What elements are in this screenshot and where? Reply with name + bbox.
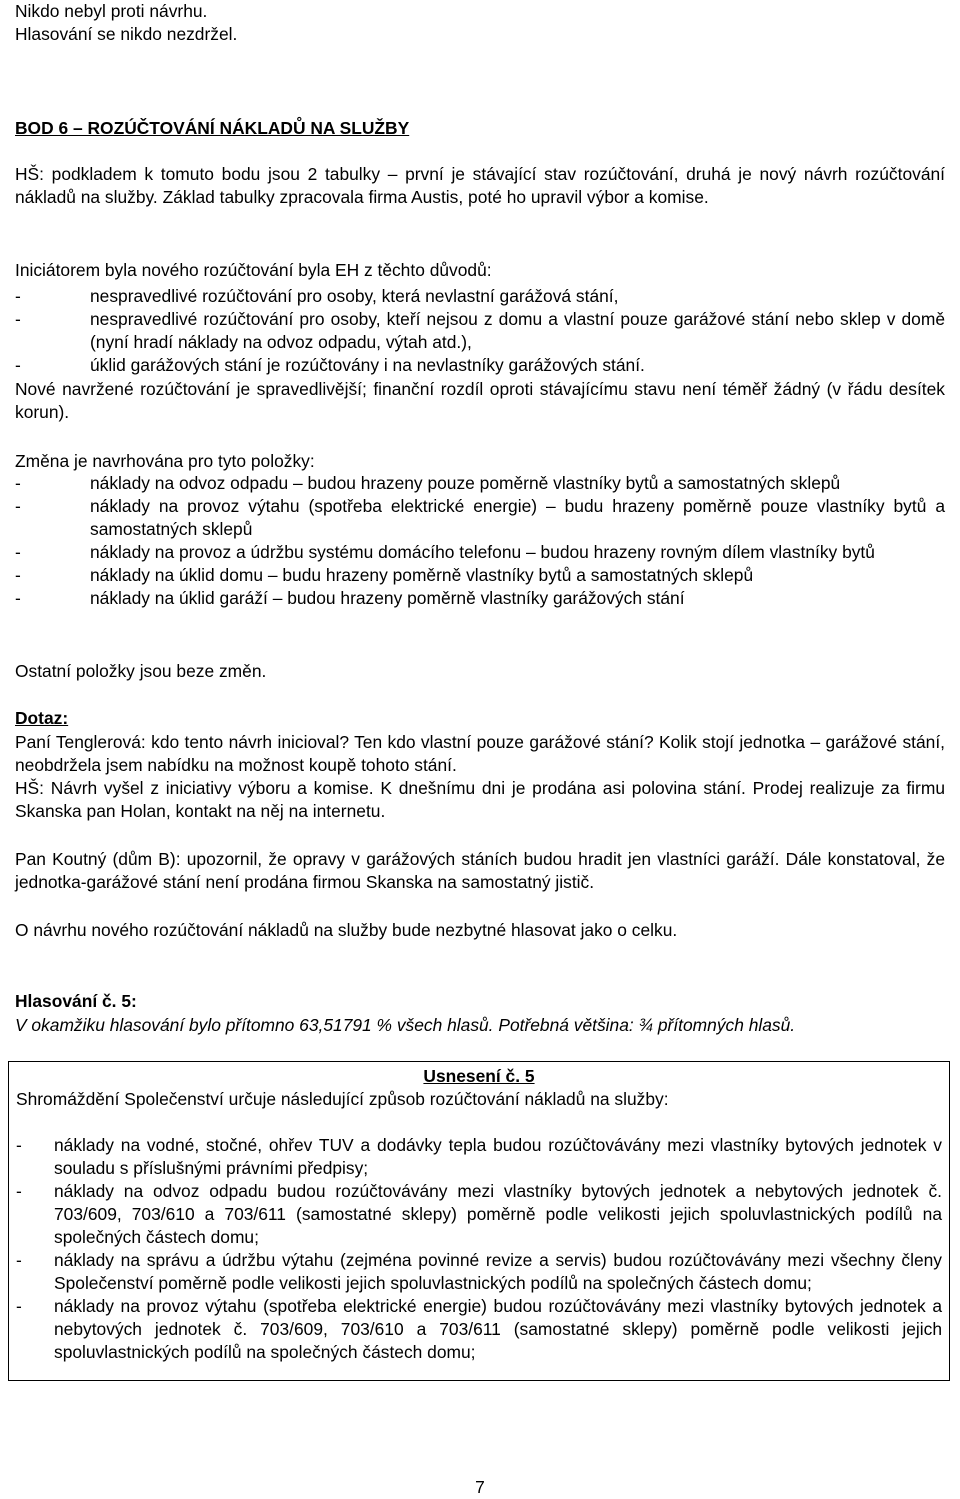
list-item: - náklady na vodné, stočné, ohřev TUV a dodávky tepla budou rozúčtovávány mezi vlastníky bytových jednotek v souladu s příslušnými právními předpisy; [16,1134,942,1180]
list-item: - náklady na odvoz odpadu budou rozúčtovávány mezi vlastníky bytových jednotek a nebytových jednotek č. 703/609, 703/610 a 703/611 (samostatné sklepy) poměrně podle velikosti jejich spoluvlastnických podílů na společných částech domu; [16,1180,942,1249]
list-item: - náklady na úklid domu – budu hrazeny poměrně vlastníky bytů a samostatných sklepů [15,564,945,587]
answer-paragraph: HŠ: Návrh vyšel z iniciativy výboru a komise. K dnešnímu dni je prodána asi polovina stání. Prodej realizuje za firmu Skanska pan Holan, kontakt na něj na internetu. [15,778,945,821]
list-item: - náklady na provoz výtahu (spotřeba elektrické energie) – budu hrazeny poměrně pouze vlastníky bytů a samostatných sklepů [15,495,945,541]
list-item: - náklady na úklid garáží – budou hrazeny poměrně vlastníky garážových stání [15,587,945,610]
resolution-intro: Shromáždění Společenství určuje následující způsob rozúčtování nákladů na služby: [16,1089,669,1109]
vote-note: O návrhu nového rozúčtování nákladů na služby bude nezbytné hlasovat jako o celku. [15,920,678,940]
changes-intro: Změna je navrhována pro tyto položky: [15,451,315,471]
question-paragraph: Paní Tenglerová: kdo tento návrh inicioval? Ten kdo vlastní pouze garážové stání? Kolik stojí jednotka – garážové stání, neobdržela jsem nabídku na možnost koupě tohoto stání. [15,732,945,775]
hs-paragraph: HŠ: podkladem k tomuto bodu jsou 2 tabulky – první je stávající stav rozúčtování, druhá je nový návrh rozúčtování nákladů na služby. Základ tabulky zpracovala firma Austis, poté ho upravil výbor a komise. [15,164,945,207]
question-heading: Dotaz: [15,708,69,728]
others-note: Ostatní položky jsou beze změn. [15,661,267,681]
resolution-title: Usnesení č. 5 [423,1066,535,1086]
list-item: - úklid garážových stání je rozúčtovány i na nevlastníky garážových stání. [15,354,945,377]
intro-line-1: Nikdo nebyl proti návrhu. [15,1,208,21]
intro-line-2: Hlasování se nikdo nezdržel. [15,24,238,44]
list-item: - nespravedlivé rozúčtování pro osoby, která nevlastní garážová stání, [15,285,945,308]
changes-list [15,472,945,610]
list-item: - náklady na odvoz odpadu – budou hrazeny pouze poměrně vlastníky bytů a samostatných sklepů [15,472,945,495]
page-number: 7 [475,1477,485,1497]
reasons-intro: Iniciátorem byla nového rozúčtování byla EH z těchto důvodů: [15,260,492,280]
list-item: - náklady na provoz a údržbu systému domácího telefonu – budou hrazeny rovným dílem vlastníky bytů [15,541,945,564]
vote-text: V okamžiku hlasování bylo přítomno 63,51791 % všech hlasů. Potřebná většina: ¾ přítomných hlasů. [15,1015,796,1035]
section-heading: BOD 6 – ROZÚČTOVÁNÍ NÁKLADŮ NA SLUŽBY [15,118,410,138]
vote-heading: Hlasování č. 5: [15,991,137,1011]
list-item: - náklady na správu a údržbu výtahu (zejména povinné revize a servis) budou rozúčtovávány mezi všechny členy Společenství poměrně podle velikosti jejich spoluvlastnických podílů na společných částech domu; [16,1249,942,1295]
fairness-paragraph: Nové navržené rozúčtování je spravedlivější; finanční rozdíl oproti stávajícímu stavu není téměř žádný (v řádu desítek korun). [15,379,945,422]
list-item: - náklady na provoz výtahu (spotřeba elektrické energie) budou rozúčtovávány mezi vlastníky bytových jednotek a nebytových jednotek č. 703/609, 703/610 a 703/611 (samostatné sklepy) poměrně podle velikosti jejich spoluvlastnických podílů na společných částech domu; [16,1295,942,1364]
resolution-box [8,1061,950,1381]
koutny-paragraph: Pan Koutný (dům B): upozornil, že opravy v garážových stáních budou hradit jen vlastníci garáží. Dále konstatoval, že jednotka-garážové stání není prodána firmou Skanska na samostatný jistič. [15,849,945,892]
resolution-list [16,1134,942,1364]
reasons-list [15,285,945,377]
list-item: - nespravedlivé rozúčtování pro osoby, kteří nejsou z domu a vlastní pouze garážové stání nebo sklep v domě (nyní hradí náklady na odvoz odpadu, výtah atd.), [15,308,945,354]
